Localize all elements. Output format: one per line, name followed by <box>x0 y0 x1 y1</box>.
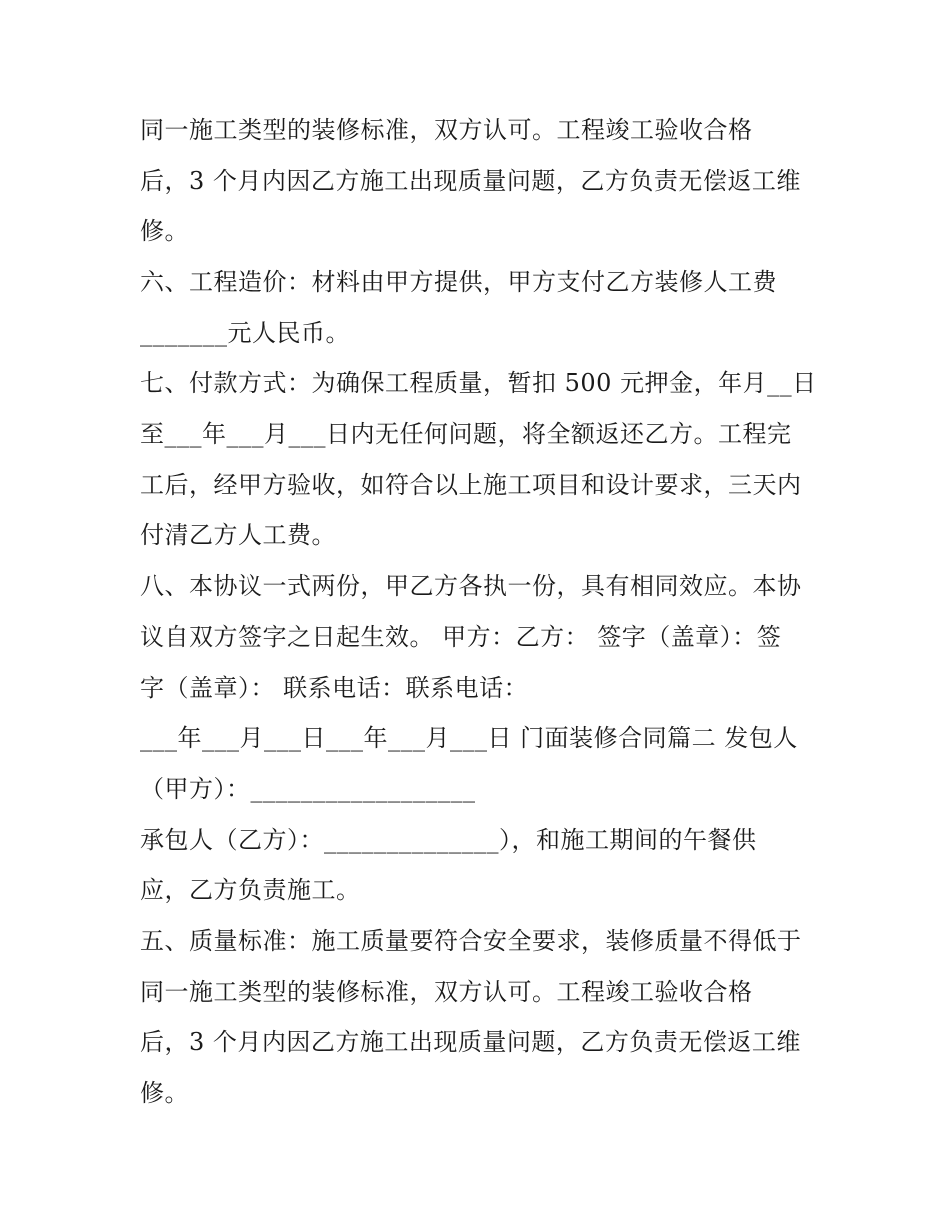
text-line: _______元人民币。 <box>140 319 350 347</box>
text-line: 同一施工类型的装修标准，双方认可。工程竣工验收合格 <box>140 116 753 144</box>
text-line: 字（盖章）： 联系电话：联系电话： <box>140 674 529 702</box>
text-line: （甲方）：__________________ <box>140 775 476 803</box>
text-line: 工后，经甲方验收，如符合以上施工项目和设计要求，三天内 <box>140 471 802 499</box>
text-line: 至___年___月___日内无任何问题，将全额返还乙方。工程完 <box>140 420 792 448</box>
text-line: 后，3 个月内因乙方施工出现质量问题，乙方负责无偿返工维 <box>140 1028 801 1056</box>
text-line: 八、本协议一式两份，甲乙方各执一份，具有相同效应。本协 <box>140 572 802 600</box>
text-line: 修。 <box>140 1079 189 1107</box>
text-line: 付清乙方人工费。 <box>140 521 336 549</box>
text-line: 修。 <box>140 217 189 245</box>
text-line: 七、付款方式：为确保工程质量，暂扣 500 元押金，年月__日 <box>140 369 817 397</box>
text-line: 承包人（乙方）：______________），和施工期间的午餐供 <box>140 826 757 854</box>
text-line: 后，3 个月内因乙方施工出现质量问题，乙方负责无偿返工维 <box>140 167 801 195</box>
text-line: 同一施工类型的装修标准，双方认可。工程竣工验收合格 <box>140 978 753 1006</box>
text-line: 六、工程造价：材料由甲方提供，甲方支付乙方装修人工费 <box>140 268 777 296</box>
text-line: 五、质量标准：施工质量要符合安全要求，装修质量不得低于 <box>140 927 802 955</box>
text-line: ___年___月___日___年___月___日 门面装修合同篇二 发包人 <box>140 724 798 752</box>
text-line: 议自双方签字之日起生效。 甲方：乙方： 签字（盖章）：签 <box>140 623 782 651</box>
text-line: 应，乙方负责施工。 <box>140 876 361 904</box>
